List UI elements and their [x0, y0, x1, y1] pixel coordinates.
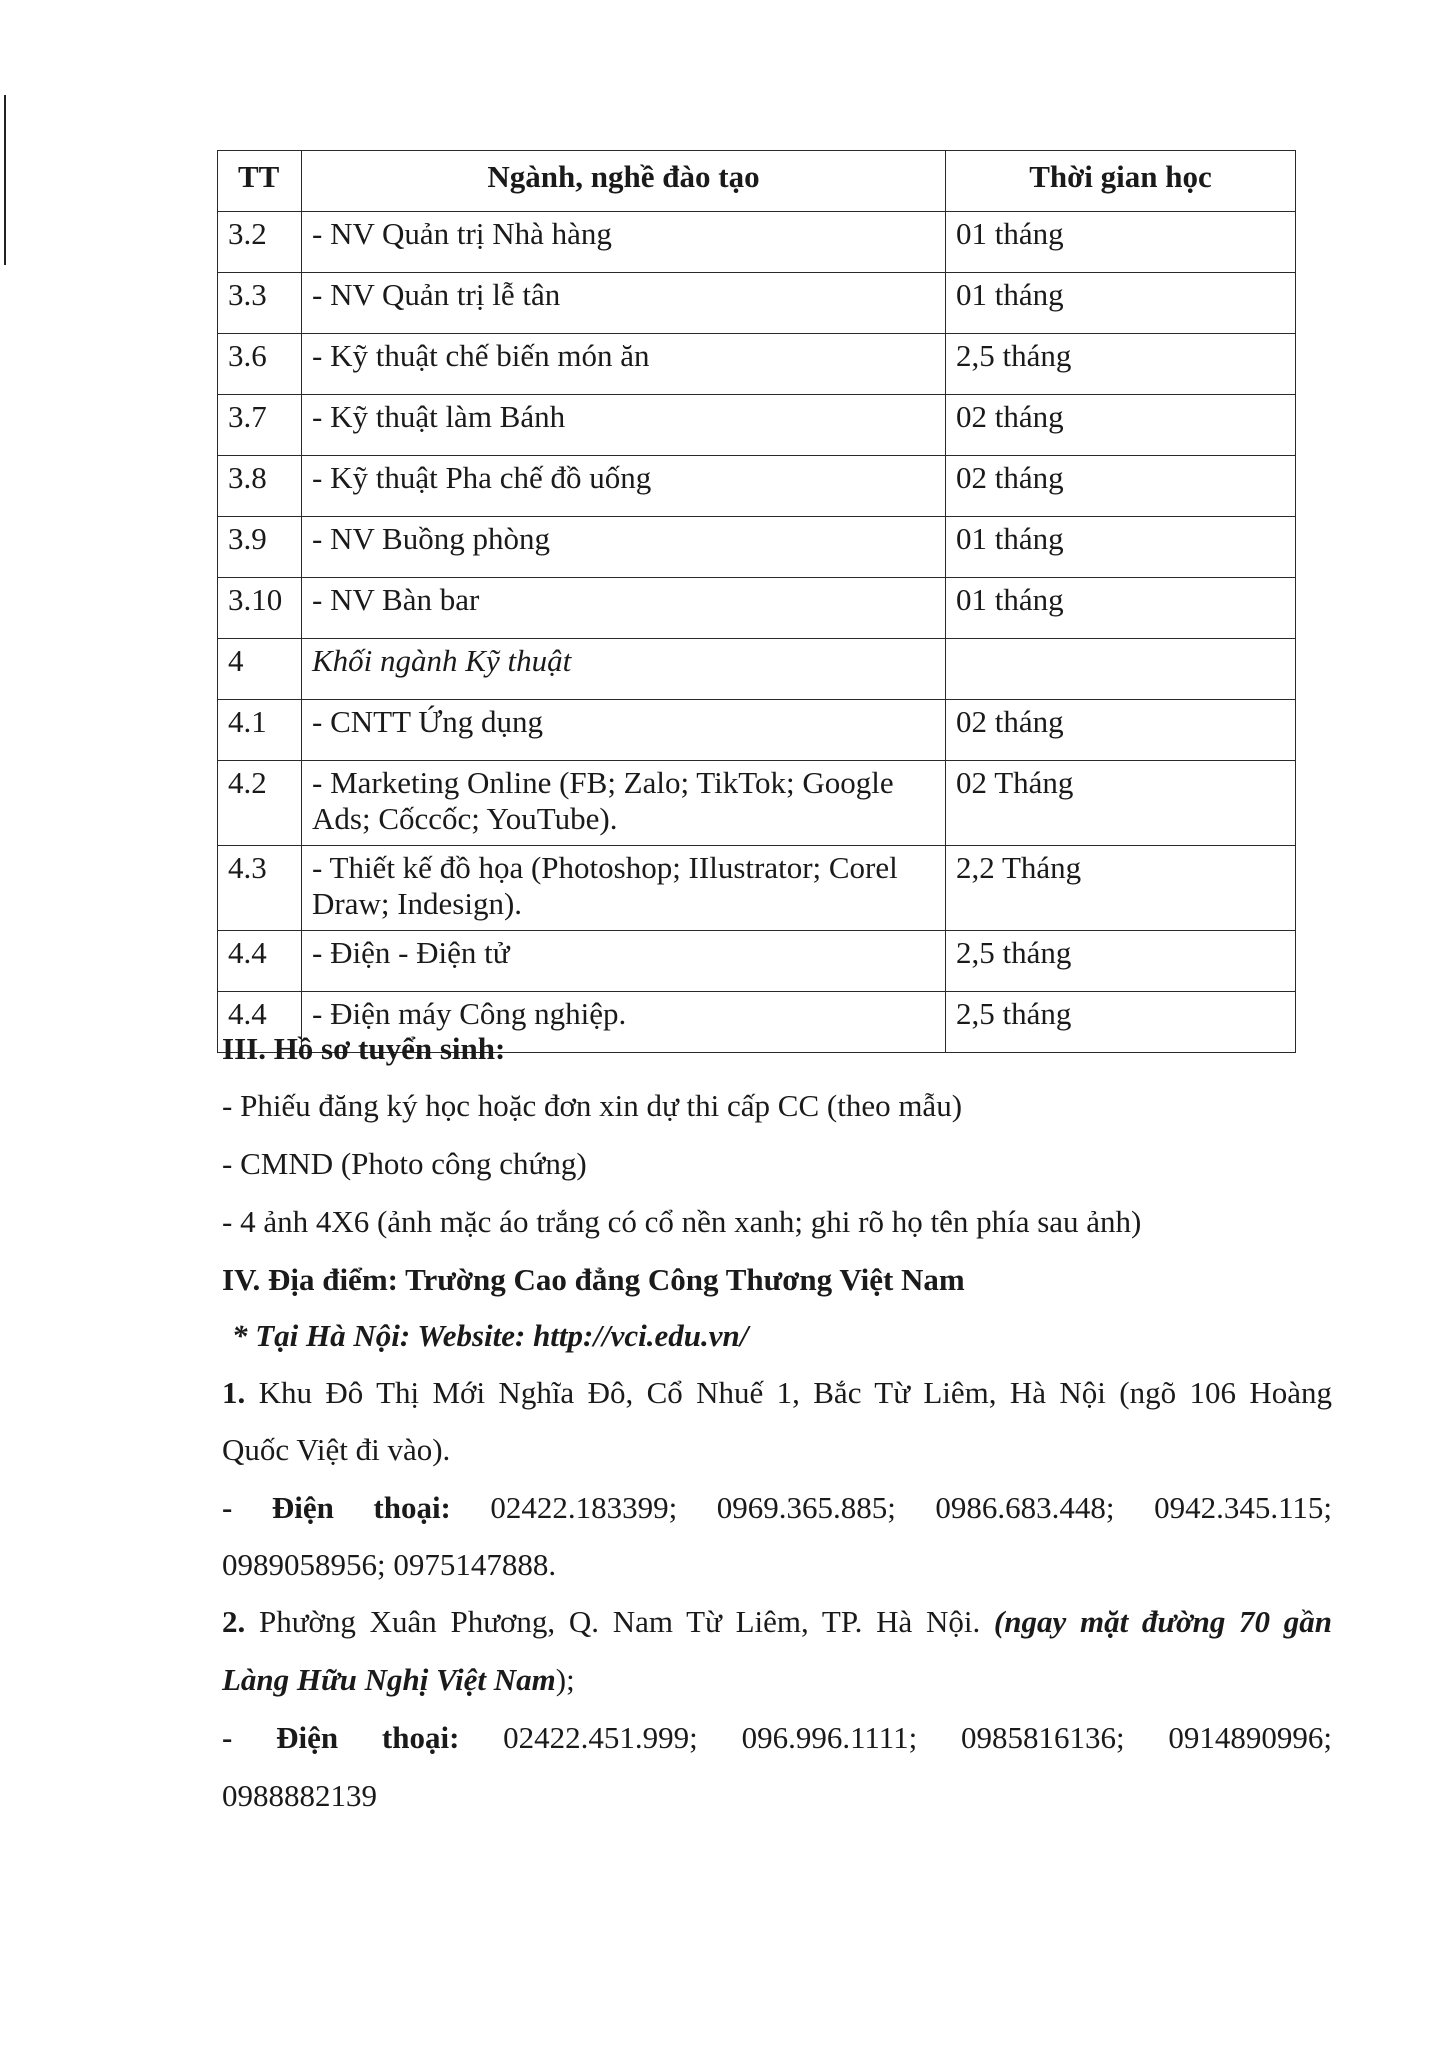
row-tt: 4	[218, 639, 302, 700]
row-program: - NV Quản trị Nhà hàng	[302, 212, 946, 273]
row-tt: 3.10	[218, 578, 302, 639]
row-duration: 2,2 Tháng	[946, 846, 1296, 931]
document-item: - 4 ảnh 4X6 (ảnh mặc áo trắng có cổ nền xanh; ghi rõ họ tên phía sau ảnh)	[222, 1204, 1142, 1239]
table-group-row	[218, 639, 1296, 700]
row-duration: 02 tháng	[946, 700, 1296, 761]
row-program: - NV Bàn bar	[302, 578, 946, 639]
document-item: - Phiếu đăng ký học hoặc đơn xin dự thi cấp CC (theo mẫu)	[222, 1088, 963, 1123]
table-header-row	[218, 151, 1296, 212]
row-duration: 02 tháng	[946, 456, 1296, 517]
address-1-line2: Quốc Việt đi vào).	[222, 1432, 451, 1467]
row-duration: 01 tháng	[946, 578, 1296, 639]
row-duration: 2,5 tháng	[946, 992, 1296, 1053]
row-duration: 01 tháng	[946, 517, 1296, 578]
section3-heading: III. Hồ sơ tuyển sinh:	[222, 1031, 506, 1066]
row-program: - NV Quản trị lễ tân	[302, 273, 946, 334]
phone-2-numbers: 02422.451.999; 096.996.1111; 0985816136; 0914890996;	[503, 1720, 1333, 1755]
address-2-note-cont: Làng Hữu Nghị Việt Nam	[222, 1662, 556, 1697]
row-program: - CNTT Ứng dụng	[302, 700, 946, 761]
header-tt: TT	[218, 151, 302, 212]
phone-1-numbers: 02422.183399; 0969.365.885; 0986.683.448; 0942.345.115;	[490, 1490, 1333, 1525]
phone-1-line1: - Điện thoại: 02422.183399; 0969.365.885; 0986.683.448; 0942.345.115;	[222, 1490, 1333, 1525]
table-row	[218, 517, 1296, 578]
row-program: - Thiết kế đồ họa (Photoshop; IIlustrator; Corel Draw; Indesign).	[302, 846, 946, 931]
row-tt: 3.9	[218, 517, 302, 578]
table-row	[218, 578, 1296, 639]
phone-2-line2: 0988882139	[222, 1778, 377, 1813]
address-2-note: (ngay mặt đường 70 gần	[993, 1604, 1333, 1639]
table-row	[218, 273, 1296, 334]
row-duration: 02 Tháng	[946, 761, 1296, 846]
phone-1-line2: 0989058956; 0975147888.	[222, 1547, 557, 1582]
header-duration: Thời gian học	[946, 151, 1296, 212]
document-item: - CMND (Photo công chứng)	[222, 1146, 587, 1181]
row-tt: 3.8	[218, 456, 302, 517]
section4-heading: IV. Địa điểm: Trường Cao đẳng Công Thương Việt Nam	[222, 1262, 965, 1297]
phone-1-label: Điện thoại:	[271, 1490, 451, 1525]
table-row	[218, 846, 1296, 931]
table-row	[218, 334, 1296, 395]
row-program: - Marketing Online (FB; Zalo; TikTok; Google Ads; Cốccốc; YouTube).	[302, 761, 946, 846]
row-program: - Kỹ thuật chế biến món ăn	[302, 334, 946, 395]
row-tt: 3.7	[218, 395, 302, 456]
address-1-text: Khu Đô Thị Mới Nghĩa Đô, Cổ Nhuế 1, Bắc Từ Liêm, Hà Nội (ngõ 106 Hoàng	[258, 1375, 1332, 1410]
row-tt: 3.2	[218, 212, 302, 273]
row-tt: 4.2	[218, 761, 302, 846]
row-tt: 3.3	[218, 273, 302, 334]
courses-table	[217, 150, 1296, 1053]
row-tt: 4.3	[218, 846, 302, 931]
address-1-line1	[222, 1373, 1332, 1413]
address-1-number: 1.	[222, 1375, 246, 1410]
address-2-line1	[222, 1602, 1332, 1642]
row-tt: 4.1	[218, 700, 302, 761]
row-duration: 01 tháng	[946, 273, 1296, 334]
row-group-title: Khối ngành Kỹ thuật	[302, 639, 946, 700]
row-tt: 4.4	[218, 931, 302, 992]
row-program: - NV Buồng phòng	[302, 517, 946, 578]
row-program: - Kỹ thuật làm Bánh	[302, 395, 946, 456]
table-row	[218, 761, 1296, 846]
row-program: - Kỹ thuật Pha chế đồ uống	[302, 456, 946, 517]
table-row	[218, 700, 1296, 761]
table-row	[218, 395, 1296, 456]
header-program: Ngành, nghề đào tạo	[302, 151, 946, 212]
hanoi-website-line: * Tại Hà Nội: Website: http://vci.edu.vn/	[232, 1318, 749, 1353]
row-tt: 3.6	[218, 334, 302, 395]
row-duration	[946, 639, 1296, 700]
row-duration: 2,5 tháng	[946, 931, 1296, 992]
table-row	[218, 212, 1296, 273]
row-duration: 2,5 tháng	[946, 334, 1296, 395]
address-2-number: 2.	[222, 1604, 246, 1639]
row-program: - Điện - Điện tử	[302, 931, 946, 992]
scan-edge-mark	[4, 95, 6, 265]
phone-2-label: Điện thoại:	[276, 1720, 460, 1755]
phone-2-line1: - Điện thoại: 02422.451.999; 096.996.1111; 0985816136; 0914890996;	[222, 1720, 1333, 1755]
address-2-text: Phường Xuân Phương, Q. Nam Từ Liêm, TP. Hà Nội.	[258, 1604, 981, 1639]
row-program: - Điện máy Công nghiệp.	[302, 992, 946, 1053]
row-tt: 4.4	[218, 992, 302, 1053]
row-duration: 01 tháng	[946, 212, 1296, 273]
row-duration: 02 tháng	[946, 395, 1296, 456]
table-row	[218, 931, 1296, 992]
address-2-line2: Làng Hữu Nghị Việt Nam);	[222, 1662, 575, 1697]
table-row	[218, 456, 1296, 517]
